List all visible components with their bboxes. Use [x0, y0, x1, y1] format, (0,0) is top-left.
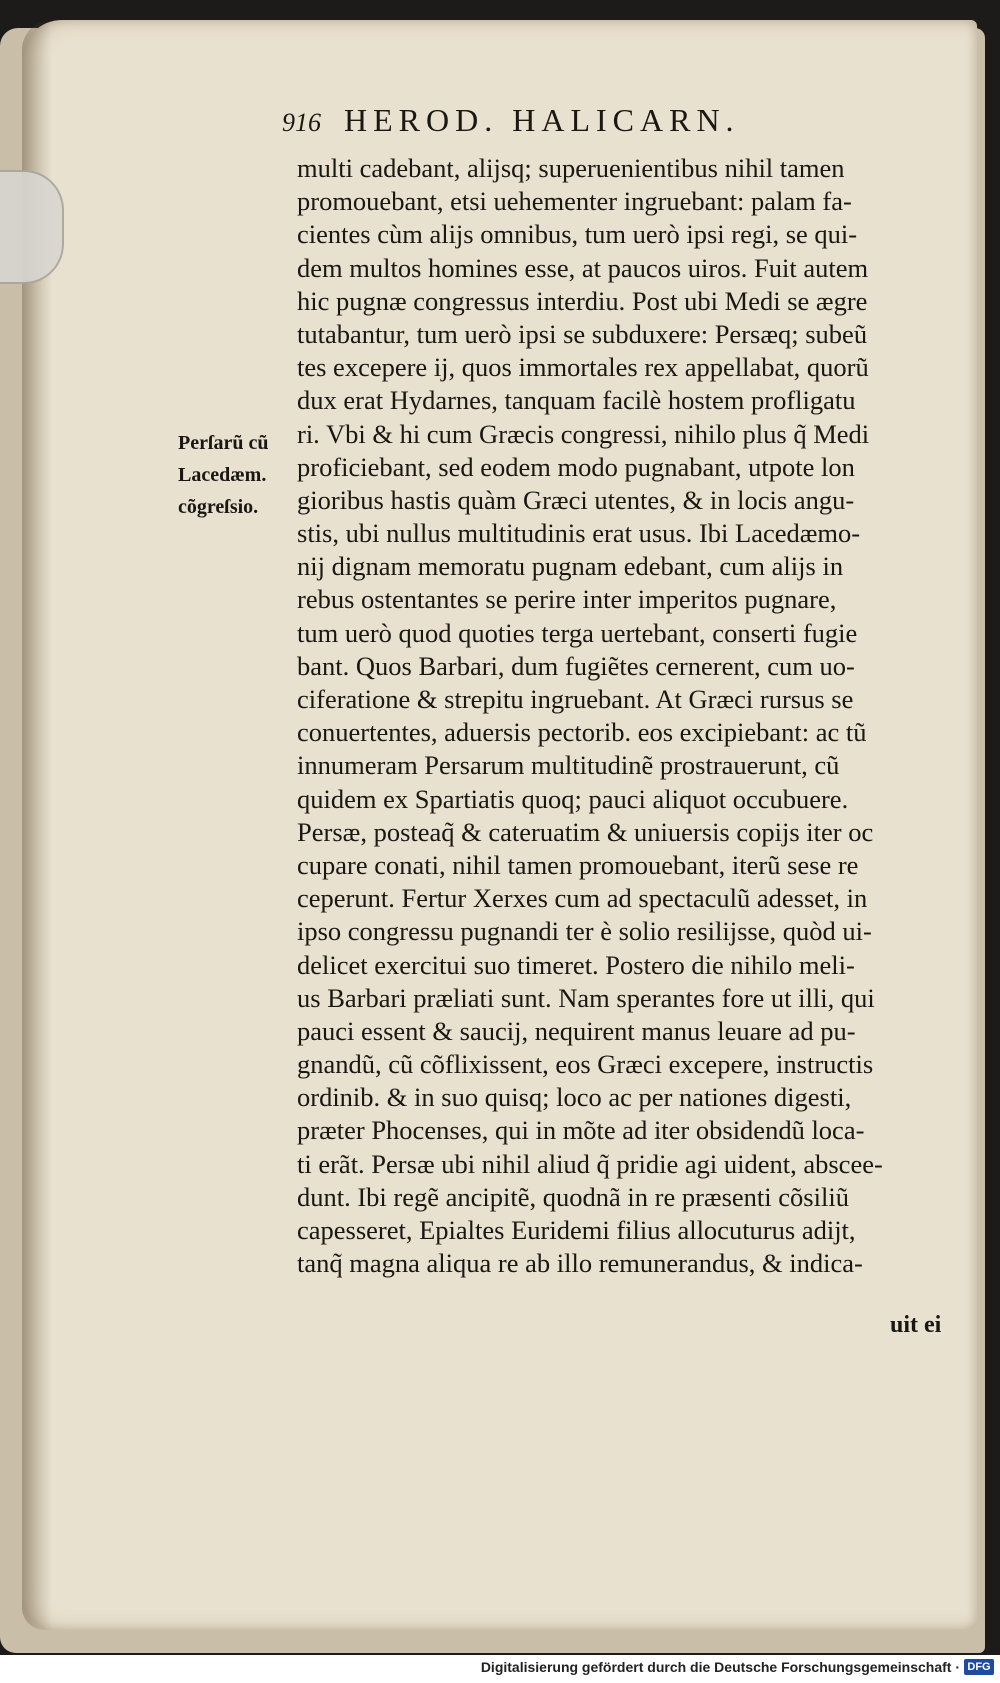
marginal-note-line: cõgreſsio.	[178, 496, 259, 518]
text-line: nij dignam memoratu pugnam edebant, cum alijs in	[297, 551, 844, 582]
text-line: proficiebant, sed eodem modo pugnabant, utpote lon	[297, 451, 855, 482]
text-line: gnandũ, cũ cõflixissent, eos Græci excepere, instructis	[297, 1049, 874, 1080]
text-line: cupare conati, nihil tamen promouebant, iterũ sese re	[297, 849, 859, 880]
text-line: rebus ostentantes se perire inter imperitos pugnare,	[297, 584, 837, 615]
text-line: Persæ, posteaq̃ & cateruatim & uniuersis copijs iter oc	[297, 816, 874, 847]
marginal-note-line: Lacedæm.	[178, 464, 267, 486]
text-line: promouebant, etsi uehementer ingruebant: palam fa-	[297, 186, 852, 217]
text-line: us Barbari præliati sunt. Nam sperantes fore ut illi, qui	[297, 982, 875, 1013]
text-line: gioribus hastis quàm Græci utentes, & in locis angu-	[297, 484, 855, 515]
text-line: dem multos homines esse, at paucos uiros. Fuit autem	[297, 252, 869, 283]
text-line: præter Phocenses, qui in mõte ad iter obsidendũ loca-	[297, 1115, 865, 1146]
footer-bar	[0, 1655, 1000, 1683]
text-line: tes excepere ij, quos immortales rex appellabat, quorũ	[297, 352, 869, 383]
body-text	[297, 152, 957, 1280]
funding-credit: Digitalisierung gefördert durch die Deutsche Forschungsgemeinschaft ·	[480, 1659, 960, 1675]
page-clip	[0, 170, 64, 284]
text-line: stis, ubi nullus multitudinis erat usus. Ibi Lacedæmo-	[297, 518, 861, 549]
page-number: 916	[282, 108, 321, 137]
text-line: cientes cùm alijs omnibus, tum uerò ipsi regi, se qui-	[297, 219, 858, 250]
text-line: dux erat Hydarnes, tanquam facilè hostem profligatu	[297, 385, 856, 416]
page-header	[282, 102, 852, 148]
text-line: conuertentes, aduersis pectorib. eos excipiebant: ac tũ	[297, 717, 867, 748]
text-line: delicet exercitui suo timeret. Postero die nihilo meli-	[297, 949, 855, 980]
text-line: dunt. Ibi regẽ ancipitẽ, quodnã in re præsenti cõsiliũ	[297, 1181, 849, 1212]
text-line: pauci essent & saucij, nequirent manus leuare ad pu-	[297, 1015, 856, 1046]
text-line: tum uerò quod quoties terga uertebant, conserti fugie	[297, 617, 858, 648]
text-line: hic pugnæ congressus interdiu. Post ubi Medi se ægre	[297, 285, 868, 316]
text-line: ordinib. & in suo quisq; loco ac per nationes digesti,	[297, 1082, 852, 1113]
marginal-note-line: Perſarũ cũ	[178, 432, 269, 454]
text-line: ciferatione & strepitu ingruebant. At Græci rursus se	[297, 684, 854, 714]
text-line: ti erãt. Persæ ubi nihil aliud q̃ pridie agi uident, abscee-	[297, 1148, 883, 1179]
catchword: uit ei	[890, 1312, 942, 1338]
text-line: ri. Vbi & hi cum Græcis congressi, nihilo plus q̃ Medi	[297, 418, 870, 449]
text-line: bant. Quos Barbari, dum fugiẽtes cernerent, cum uo-	[297, 650, 855, 681]
text-line: innumeram Persarum multitudinẽ prostrauerunt, cũ	[297, 750, 840, 781]
dfg-logo: DFG	[964, 1659, 994, 1675]
text-line: tutabantur, tum uerò ipsi se subduxere: Persæq; subeũ	[297, 318, 868, 349]
text-line: ceperunt. Fertur Xerxes cum ad spectaculũ adesset, in	[297, 883, 868, 914]
marginal-note	[178, 427, 298, 523]
text-line: capesseret, Epialtes Euridemi filius allocuturus adijt,	[297, 1215, 856, 1245]
text-line: multi cadebant, alijsq; superuenientibus nihil tamen	[297, 153, 845, 183]
running-head: HEROD. HALICARN.	[344, 102, 740, 138]
text-line: tanq̃ magna aliqua re ab illo remunerandus, & indica-	[297, 1248, 863, 1279]
text-line: ipso congressu pugnandi ter è solio resilijsse, quòd ui-	[297, 916, 872, 947]
text-line: quidem ex Spartiatis quoq; pauci aliquot occubuere.	[297, 783, 849, 814]
